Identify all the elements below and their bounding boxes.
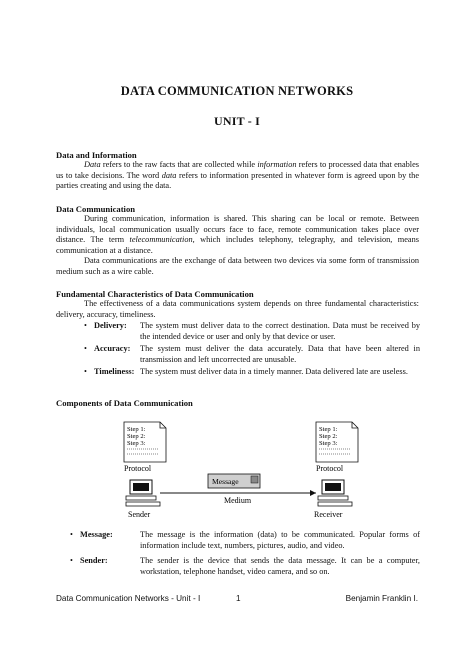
components-list xyxy=(70,530,420,579)
bullet-icon: • xyxy=(84,321,87,330)
message-box xyxy=(208,474,260,488)
document-title: DATA COMMUNICATION NETWORKS xyxy=(120,84,354,98)
em-information: information xyxy=(257,160,297,169)
heading-data-and-information: Data and Information xyxy=(56,150,137,160)
paragraph-data-communication xyxy=(56,214,419,256)
heading-data-communication: Data Communication xyxy=(56,204,136,214)
list-item-desc: The message is the information (data) to be communicated. Popular forms of information include text, numbers, pictures, audio, and video. xyxy=(140,530,420,550)
bullet-icon: • xyxy=(84,344,87,354)
receiver-label: Receiver xyxy=(314,510,343,519)
medium-label: Medium xyxy=(224,496,252,505)
em-data: Data xyxy=(84,160,101,169)
step-label: Step 3: xyxy=(127,440,146,447)
step-label: Step 1: xyxy=(319,426,338,433)
paragraph-data-exchange xyxy=(56,256,419,277)
text-run: refers to information presented in whatever form is agreed upon by the parties creating and using the data. xyxy=(56,170,419,191)
term xyxy=(80,530,140,551)
text-run: Data communications are the exchange of data between two devices via some form of transmission medium such as a wire cable. xyxy=(56,256,419,276)
term-sep: : xyxy=(127,344,131,354)
paragraph-characteristics-intro xyxy=(56,299,419,320)
unit-title: UNIT - I xyxy=(213,114,261,128)
step-label: Step 3: xyxy=(319,440,338,447)
text-run: which includes telephony, telegraphy, and television, means communication at a distance. xyxy=(56,235,419,255)
list-item xyxy=(84,367,420,378)
em-data-2: data xyxy=(161,170,177,180)
step-label: Step 1: xyxy=(127,426,146,433)
sender-computer-icon xyxy=(126,480,160,506)
list-item xyxy=(70,530,420,551)
sender-label: Sender xyxy=(128,510,151,519)
text-run: refers to processed data that enables us to take decisions. The word xyxy=(56,160,419,180)
list-item xyxy=(84,321,420,342)
text-run: refers to the raw facts that are collected while xyxy=(100,160,258,169)
term-label: Sender xyxy=(80,556,105,566)
page-number: 1 xyxy=(236,594,241,603)
term xyxy=(94,344,140,365)
footer-left: Data Communication Networks - Unit - I xyxy=(56,594,201,603)
text-run: The effectiveness of a data communications system depends on three fundamental characteristics: delivery, accuracy, timeliness. xyxy=(56,299,419,319)
term xyxy=(80,556,140,577)
list-item-desc: The system must deliver the data accurately. Data that have been altered in transmission and left uncorrected are unusable. xyxy=(140,344,420,364)
list-item-desc: The system must deliver data to the correct destination. Data must be received by the intended device or user and only by that device or user. xyxy=(140,321,420,341)
characteristics-list xyxy=(84,321,420,380)
protocol-label-right: Protocol xyxy=(316,464,344,473)
step-label: Step 2: xyxy=(319,433,338,440)
term-sep: : xyxy=(123,321,127,330)
footer-right: Benjamin Franklin I. xyxy=(345,594,418,603)
list-item xyxy=(84,344,420,365)
list-item-desc: The sender is the device that sends the data message. It can be a computer, workstation, telephone handset, video camera, and so on. xyxy=(140,556,420,576)
term xyxy=(94,367,140,378)
protocol-document-icon-left xyxy=(124,422,166,462)
em-telecommunication: telecommunication, xyxy=(129,235,195,245)
step-label: Step 2: xyxy=(127,433,146,440)
bullet-icon: • xyxy=(70,556,73,566)
paragraph-data-information xyxy=(56,160,419,192)
list-item-desc: The system must deliver data in a timely manner. Data delivered late are useless. xyxy=(140,367,408,377)
term-sep: : xyxy=(104,556,108,566)
heading-components: Components of Data Communication xyxy=(56,398,193,408)
text-run: During communication, information is shared. This sharing can be local or remote. Between individuals, local communication usually occurs face to face, remote communication takes place over distance. The term xyxy=(56,214,419,245)
bullet-icon: • xyxy=(70,530,73,539)
term-sep: : xyxy=(131,367,135,377)
term-label: Accuracy xyxy=(94,344,128,354)
bullet-icon: • xyxy=(84,367,87,377)
term-label: Delivery xyxy=(94,321,124,330)
protocol-document-icon-right xyxy=(316,422,358,462)
components-diagram xyxy=(100,414,380,524)
term-sep: : xyxy=(109,530,113,539)
term-label: Message xyxy=(80,530,110,539)
term xyxy=(94,321,140,342)
term-label: Timeliness xyxy=(94,367,132,377)
heading-fundamental-characteristics: Fundamental Characteristics of Data Communication xyxy=(56,289,254,299)
list-item xyxy=(70,556,420,577)
protocol-label-left: Protocol xyxy=(124,464,152,473)
receiver-computer-icon xyxy=(318,480,352,506)
message-label: Message xyxy=(212,477,239,486)
